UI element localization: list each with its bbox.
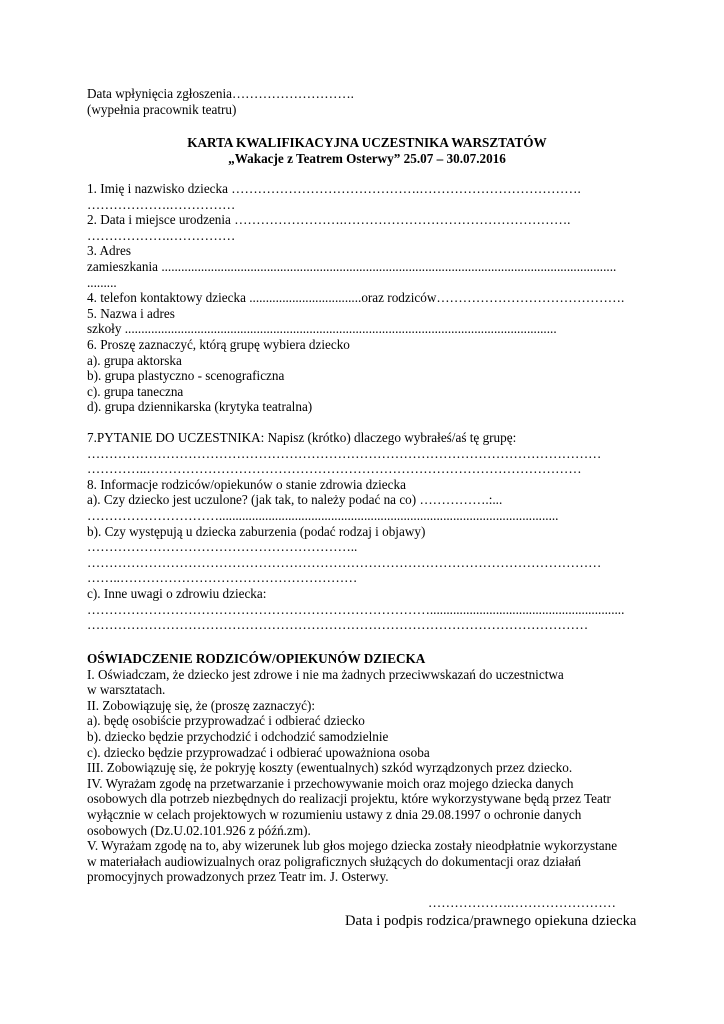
title-line-2: „Wakacje z Teatrem Osterwy” 25.07 – 30.07.2016 <box>228 150 506 166</box>
declaration-line: wyłącznie w celach projektowych w rozumieniu ustawy z dnia 29.08.1997 o ochronie danych <box>87 806 582 822</box>
group-option-art[interactable]: b). grupa plastyczno - scenograficzna <box>87 368 285 384</box>
disorder-answer-line-2[interactable]: ……………………………………………………………………………………………………… <box>87 554 602 570</box>
field-name-cont[interactable]: ……………….…………… <box>87 196 236 212</box>
signature-line[interactable]: ……………….…………………… <box>428 895 616 910</box>
declaration-line: II. Zobowiązuję się, że (proszę zaznaczyć): <box>87 697 316 713</box>
field-birth[interactable]: 2. Data i miejsce urodzenia …………………….……………………………………………. <box>87 212 571 228</box>
group-option-dance[interactable]: c). grupa taneczna <box>87 383 184 399</box>
declaration-option-authorized[interactable]: c). dziecko będzie przyprowadzać i odbierać upoważniona osoba <box>87 744 430 760</box>
received-line: Data wpłynięcia zgłoszenia………………………. <box>87 86 354 101</box>
disorder-question: b). Czy występują u dziecka zaburzenia (podać rodzaj i objawy) <box>87 523 426 539</box>
allergy-question[interactable]: a). Czy dziecko jest uczulone? (jak tak, to należy podać na co) …………….:... <box>87 492 503 508</box>
group-option-acting[interactable]: a). grupa aktorska <box>87 352 182 368</box>
declaration-line: I. Oświadczam, że dziecko jest zdrowe i nie ma żadnych przeciwwskazań do uczestnictwa <box>87 666 564 682</box>
field-address-cont[interactable]: ......... <box>87 274 117 290</box>
other-health-line-2[interactable]: …………………………………………………………………………………………………… <box>87 617 589 633</box>
form-section <box>87 181 647 415</box>
declaration-line: promocyjnych prowadzonych przez Teatr im. J. Osterwy. <box>87 869 389 885</box>
other-health-question: c). Inne uwagi o zdrowiu dziecka: <box>87 585 267 601</box>
disorder-answer-line-1[interactable]: …………………………………………………….. <box>87 539 358 555</box>
received-note: (wypełnia pracownik teatru) <box>87 101 237 117</box>
field-name[interactable]: 1. Imię i nazwisko dziecka …………………………………….………………………………. <box>87 181 581 196</box>
participant-question: 7.PYTANIE DO UCZESTNIKA: Napisz (krótko) dlaczego wybrałeś/aś tę grupę: <box>87 430 517 445</box>
declaration-option-personal[interactable]: a). będę osobiście przyprowadzać i odbierać dziecko <box>87 713 365 729</box>
field-birth-cont[interactable]: ……………….…………… <box>87 227 236 243</box>
declaration-option-alone[interactable]: b). dziecko będzie przychodzić i odchodzić samodzielnie <box>87 728 389 744</box>
title-line-1: KARTA KWALIFIKACYJNA UCZESTNIKA WARSZTATÓW <box>187 135 547 150</box>
declaration-line: w warsztatach. <box>87 682 166 698</box>
participant-answer-line-1[interactable]: ……………………………………………………………………………………………………… <box>87 445 602 461</box>
group-option-journalism[interactable]: d). grupa dziennikarska (krytyka teatralna) <box>87 399 313 415</box>
participant-answer-line-2[interactable]: …………..……………………………………………………………………………………… <box>87 461 582 477</box>
declaration-section <box>87 651 647 885</box>
disorder-answer-line-3[interactable]: ……..……………………………………………… <box>87 570 358 586</box>
declaration-line: III. Zobowiązuję się, że pokryję koszty (ewentualnych) szkód wyrządzonych przez dziecko. <box>87 760 573 776</box>
signature-label: Data i podpis rodzica/prawnego opiekuna dziecka <box>345 913 637 929</box>
field-phone[interactable]: 4. telefon kontaktowy dziecka ..................................oraz rodziców……………………………………. <box>87 290 625 306</box>
declaration-line: IV. Wyrażam zgodę na przetwarzanie i przechowywanie moich oraz mojego dziecka danych <box>87 775 574 791</box>
field-address-label: 3. Adres <box>87 243 131 259</box>
field-school-label: 5. Nazwa i adres <box>87 305 175 321</box>
participant-question-section <box>87 430 647 633</box>
declaration-line: V. Wyrażam zgodę na to, aby wizerunek lub głos mojego dziecka zostały nieodpłatnie wykorzystane <box>87 838 618 854</box>
group-question: 6. Proszę zaznaczyć, którą grupę wybiera dziecko <box>87 336 350 352</box>
declaration-heading: OŚWIADCZENIE RODZICÓW/OPIEKUNÓW DZIECKA <box>87 651 426 666</box>
document-title <box>87 135 647 166</box>
declaration-line: w materiałach audiowizualnych oraz poligraficznych służących do dokumentacji oraz działań <box>87 853 581 869</box>
field-school[interactable]: szkoły ................................................................................................................................... <box>87 321 557 337</box>
allergy-answer-line[interactable]: …………………………....................................................................................................... <box>87 507 559 523</box>
received-section <box>87 86 647 117</box>
declaration-line: osobowych (Dz.U.02.101.926 z późń.zm). <box>87 822 311 838</box>
declaration-line: osobowych dla potrzeb niezbędnych do realizacji projektu, które wykorzystywane będą przez Teatr <box>87 791 611 807</box>
other-health-line-1[interactable]: ……………………………………………………………………........................................................... <box>87 601 625 617</box>
health-info-heading: 8. Informacje rodziców/opiekunów o stanie zdrowia dziecka <box>87 476 406 492</box>
field-address[interactable]: zamieszkania .......................................................................................................................................... <box>87 258 617 274</box>
